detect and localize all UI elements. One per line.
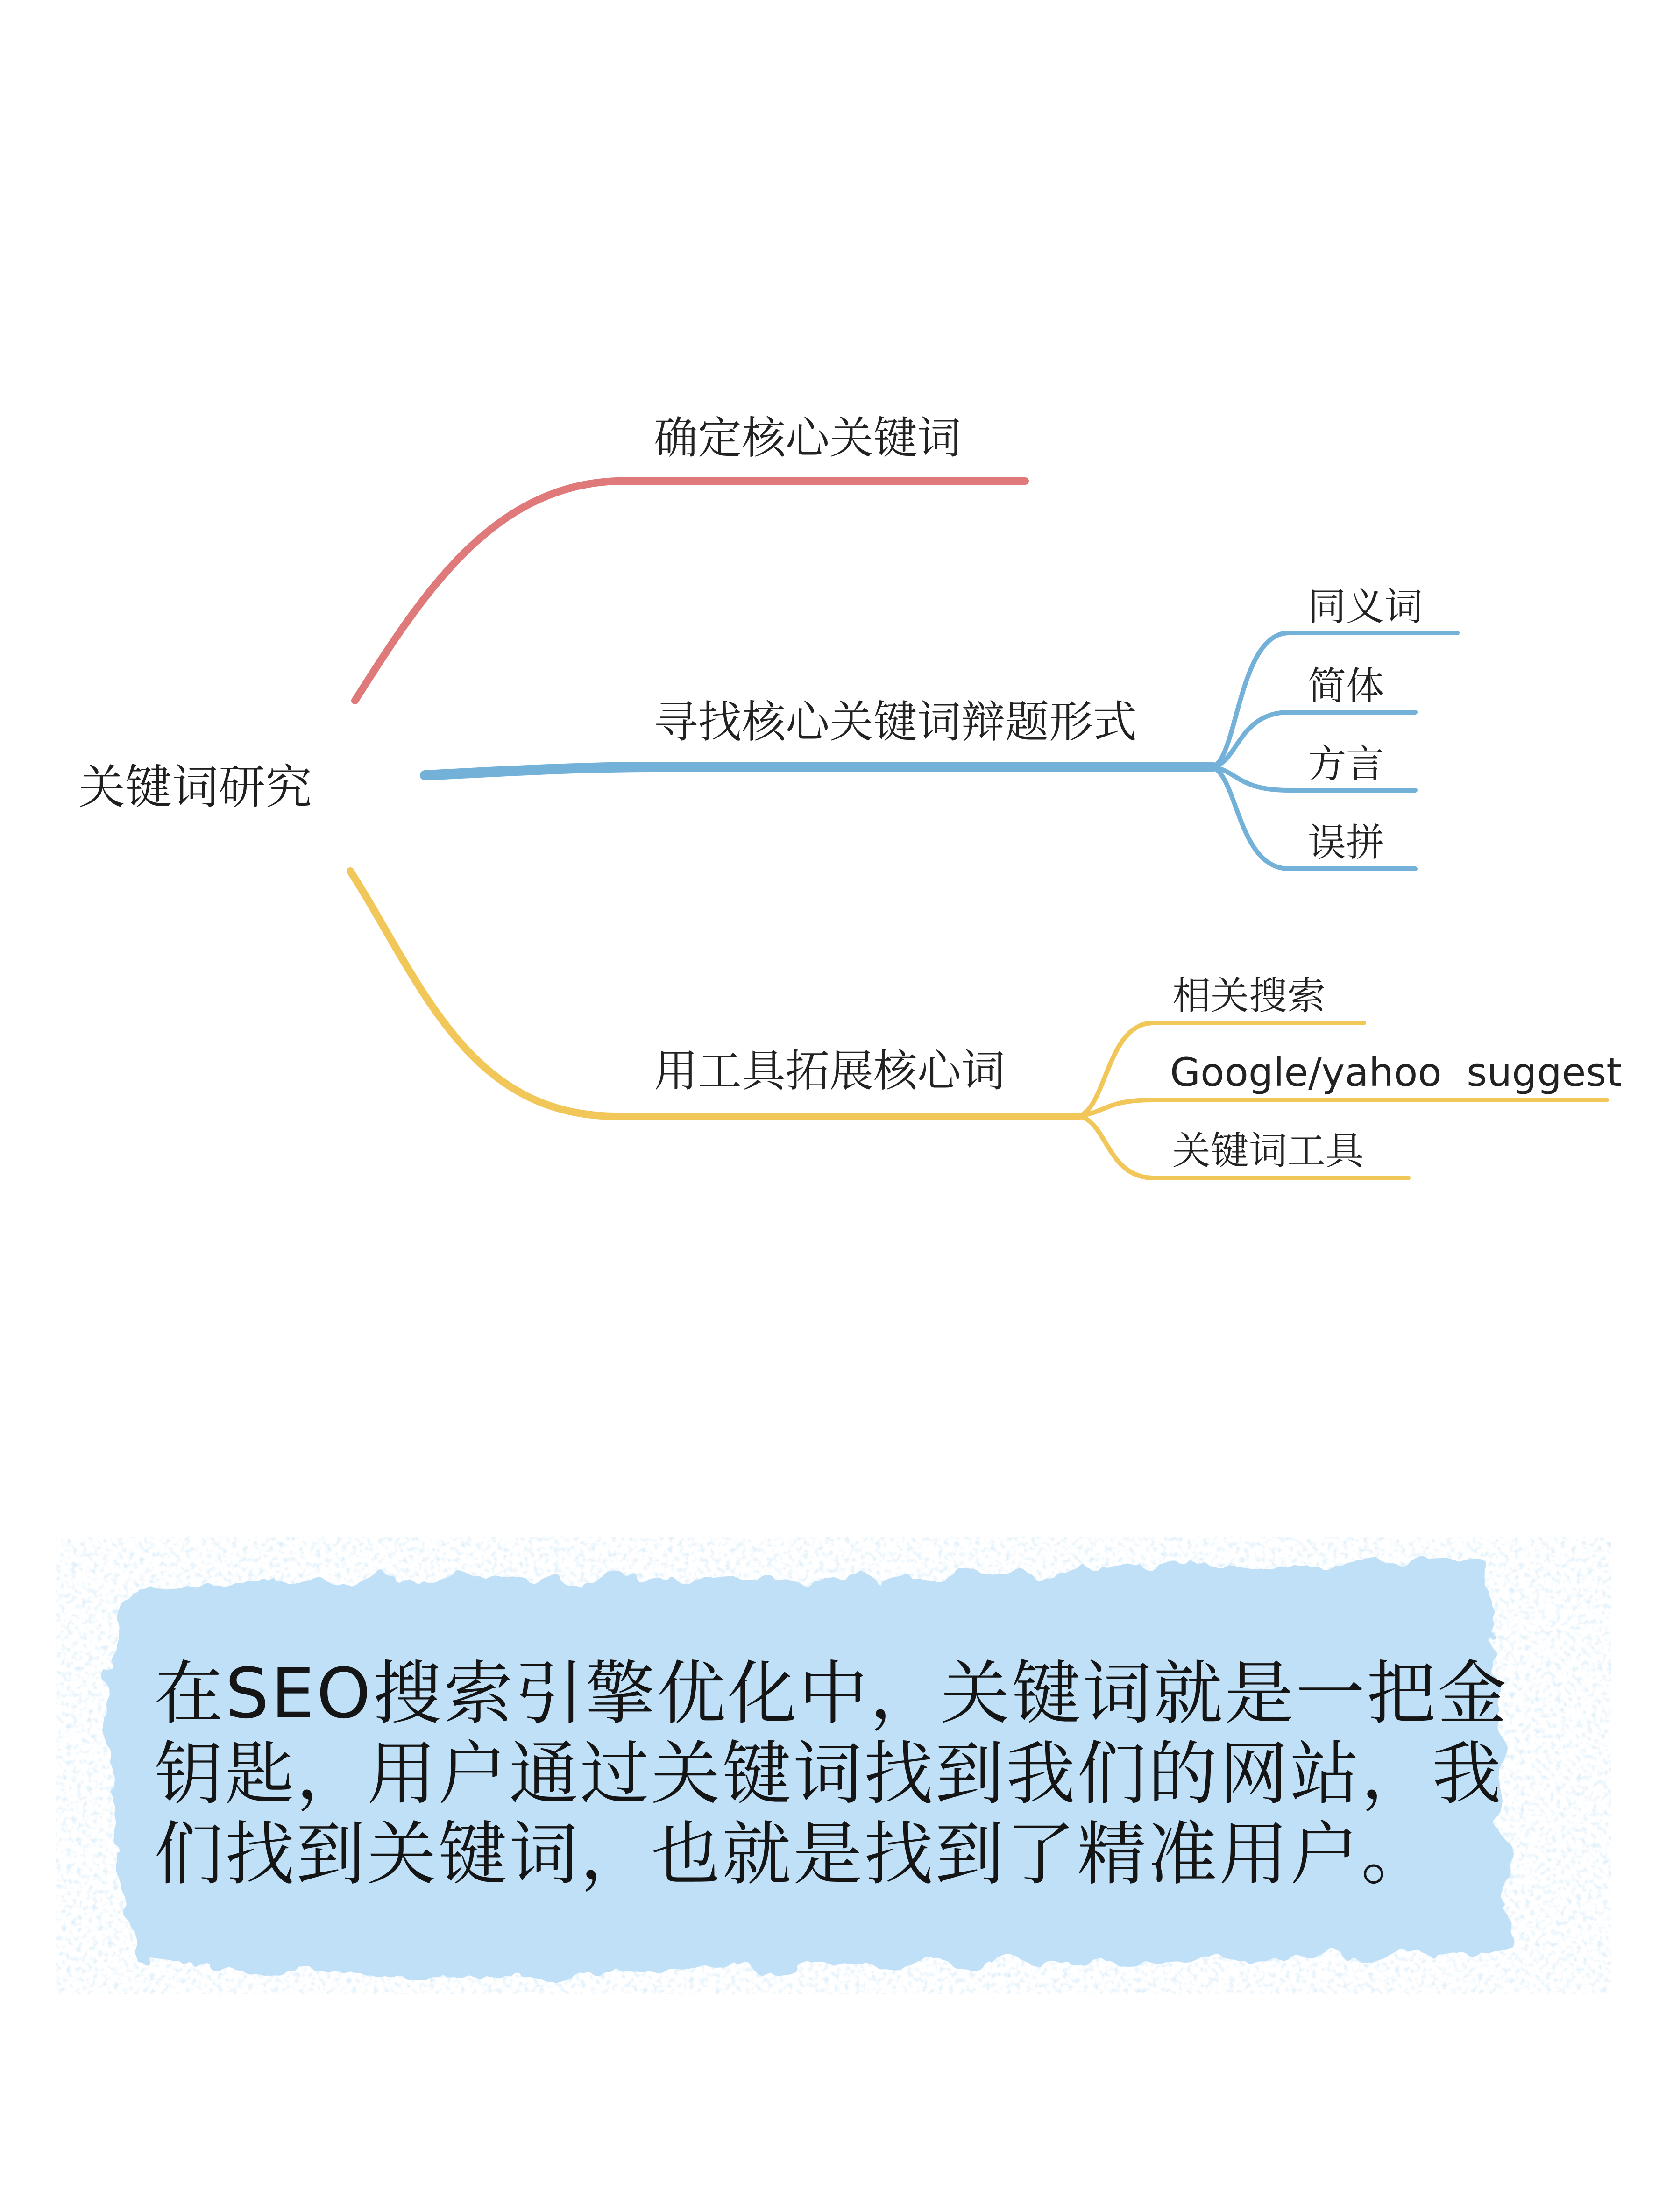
note-text: 在SEO搜索引擎优化中，关键词就是一把金钥匙，用户通过关键词找到我们的网站，我们找到关键词，也就是找到了精准用户。	[154, 1653, 1509, 1894]
branch-2-child-3-label: 方言	[1308, 742, 1385, 787]
branch-2-child-4-label: 误拼	[1308, 821, 1385, 865]
branch-2-connector	[425, 767, 1212, 775]
branch-2-child-2-label: 简体	[1308, 664, 1385, 709]
branch-3-label: 用工具拓展核心词	[654, 1046, 1006, 1097]
branch-3-child-3-label: 关键词工具	[1172, 1129, 1364, 1173]
branch-3-child-2-connector	[1079, 1100, 1607, 1116]
branch-1-label: 确定核心关键词	[654, 413, 962, 464]
branch-2-child-1-label: 同义词	[1308, 585, 1423, 629]
root-node-label: 关键词研究	[78, 760, 312, 815]
branch-3-child-1-label: 相关搜索	[1172, 974, 1326, 1018]
branch-1-connector	[355, 481, 1025, 701]
branch-2-label: 寻找核心关键词辩题形式	[654, 697, 1137, 748]
branch-3-child-2-label: Google/yahoo suggest	[1170, 1049, 1622, 1095]
note-block	[56, 1537, 1611, 1994]
